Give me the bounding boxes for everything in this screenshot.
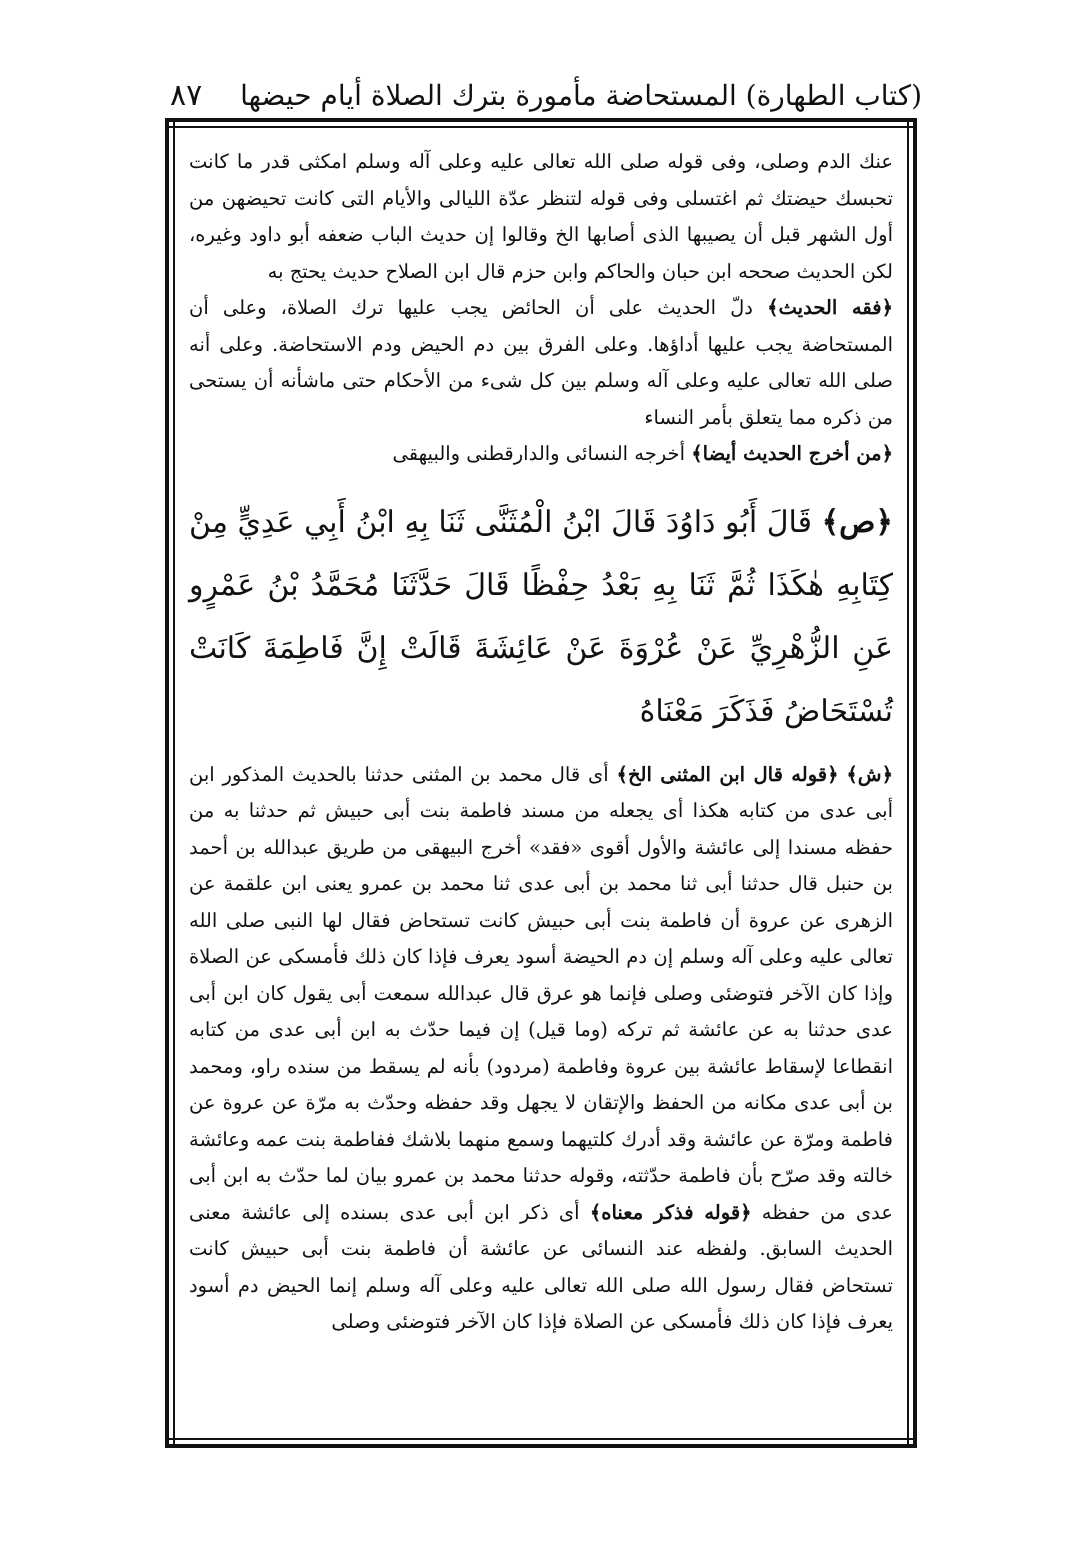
frame-rule-bottom-thick (165, 1444, 917, 1448)
running-title: (كتاب الطهارة) المستحاضة مأمورة بترك الصلاة أيام حيضها (240, 78, 922, 112)
frame-rule-right-thick (913, 118, 917, 1448)
frame-rule-right-thin (907, 118, 909, 1448)
hadith-text (189, 491, 893, 743)
paragraph-text-2: أى ذكر ابن أبى عدى بسنده إلى عائشة معنى الحديث السابق. ولفظه عند النسائى عن عائشة أن فاطمة بنت أبى حبيش كانت تستحاض فقال رسول الله صلى الله تعالى عليه وعلى آله وسلم إنما الحيض دم أسود يعرف فإذا كان ذلك فأمسكى عن الصلاة فإذا كان الآخر فتوضئى وصلى (189, 1200, 893, 1333)
page-body (189, 144, 893, 1422)
frame-rule-left-thick (165, 118, 169, 1448)
frame-rule-bottom-thin (165, 1438, 917, 1440)
section-label-matn: ﴿ص﴾ (821, 504, 893, 540)
sharh-paragraph (189, 757, 893, 1341)
section-label-takhrij: ﴿من أخرج الحديث أيضا﴾ (691, 442, 893, 465)
sharh-sub-label: ﴿قوله قال ابن المثنى الخ﴾ (616, 762, 839, 786)
page-header (170, 70, 922, 120)
paragraph-text: دلّ الحديث على أن الحائض يجب عليها ترك الصلاة، وعلى أن المستحاضة يجب عليها أداؤها. وعلى الفرق بين دم الحيض ودم الاستحاضة. وعلى أنه صلى الله تعالى عليه وعلى آله وسلم بين كل شىء من الأحكام حتى ماشأنه أن يستحى من ذكره مما يتعلق بأمر النساء (189, 296, 893, 429)
commentary-paragraph-continuation (189, 144, 893, 290)
paragraph-text: أى قال محمد بن المثنى حدثنا بالحديث المذكور ابن أبى عدى من كتابه هكذا أى يجعله من مسند فاطمة بنت أبى حبيش ثم حدثنا به من حفظه مسندا إلى عائشة والأول أقوى «فقد» أخرج البيهقى من طريق عبدالله بن أحمد بن حنبل قال حدثنا أبى ثنا محمد بن أبى عدى ثنا محمد بن عمرو يعنى ابن علقمة عن الزهرى عن عروة أن فاطمة بنت أبى حبيش كانت تستحاض فقال لها النبى صلى الله تعالى عليه وعلى آله وسلم إن دم الحيضة أسود يعرف فإذا كان ذلك فأمسكى عن الصلاة وإذا كان الآخر فتوضئى وصلى فإنما هو عرق قال عبدالله سمعت أبى يقول كان ابن أبى عدى حدثنا به عن عائشة ثم تركه (وما قيل) إن فيما حدّث به ابن أبى عدى من كتابه انقطاعا لإسقاط عائشة بين عروة وفاطمة (مردود) بأنه لم يسقط من سنده راو، ومحمد بن أبى عدى مكانه من الحفظ والإتقان لا يجهل وقد حفظه وحدّث به مرّة عن عروة عن فاطمة ومرّة عن عائشة وقد أدرك كلتيهما وسمع منهما بلاشك ففاطمة بنت عمه وعائشة خالته وقد صرّح بأن فاطمة حدّثته، وقوله حدثنا محمد بن عمرو بيان لما حدّث به ابن أبى عدى من حفظه (189, 762, 893, 1224)
hadith-body: قَالَ أَبُو دَاوُدَ قَالَ ابْنُ الْمُثَنَّى ثَنَا بِهِ ابْنُ أَبِي عَدِيٍّ مِنْ كِتَابِهِ هٰكَذَا ثُمَّ ثَنَا بِهِ بَعْدُ حِفْظًا قَالَ حَدَّثَنَا مُحَمَّدُ بْنُ عَمْرٍو عَنِ الزُّهْرِيِّ عَنْ عُرْوَةَ عَنْ عَائِشَةَ قَالَتْ إِنَّ فَاطِمَةَ كَانَتْ تُسْتَحَاضُ فَذَكَرَ مَعْنَاهُ (189, 504, 893, 729)
section-label-sharh: ﴿ش﴾ (846, 762, 894, 786)
frame-rule-top-thin (165, 126, 917, 128)
frame-rule-top-thick (165, 118, 917, 122)
section-label-fiqh: ﴿فقه الحديث﴾ (767, 296, 894, 319)
text-frame (165, 118, 917, 1448)
paragraph-text: عنك الدم وصلى، وفى قوله صلى الله تعالى عليه وعلى آله وسلم امكثى قدر ما كانت تحبسك حيضتك ثم اغتسلى وفى قوله لتنظر عدّة الليالى والأيام التى كانت تحيضهن من أول الشهر قبل أن يصيبها الذى أصابها الخ وقالوا إن حديث الباب ضعفه أبو داود وغيره، لكن الحديث صححه ابن حبان والحاكم وابن حزم قال ابن الصلاح حديث يحتج به (189, 150, 893, 283)
frame-rule-left-thin (173, 118, 175, 1448)
takhrij-paragraph (189, 436, 893, 473)
sharh-sub-label-2: ﴿قوله فذكر معناه﴾ (589, 1200, 752, 1224)
paragraph-text: أخرجه النسائى والدارقطنى والبيهقى (392, 442, 686, 465)
fiqh-paragraph (189, 290, 893, 436)
page-number: ٨٧ (170, 77, 203, 113)
